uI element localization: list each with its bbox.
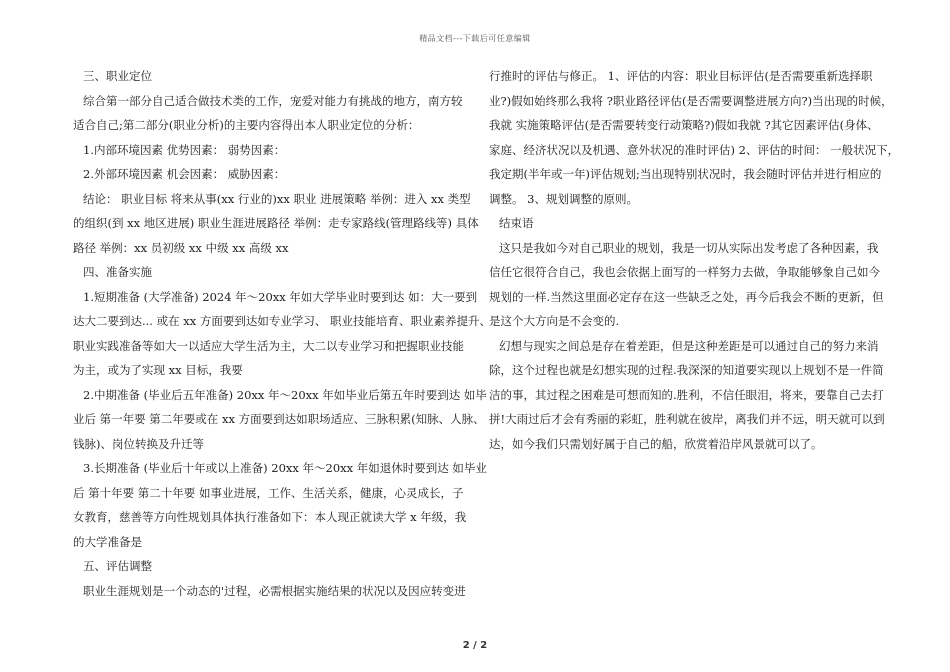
text-line: 3.长期准备 (毕业后十年或以上准备) 20xx 年～20xx 年如退休时要到达 如毕业 bbox=[83, 461, 487, 475]
text-line: 1.短期准备 (大学准备) 2024 年～20xx 年如大学毕业时要到达 如：大一要到 bbox=[83, 289, 478, 304]
text-line: 职业生涯规划是一个动态的'过程，必需根据实施结果的状况以及因应转变进 bbox=[83, 583, 466, 598]
text-line: 我就 实施策略评估(是否需要转变行动策略?)假如我就 ?其它因素评估(身体、 bbox=[489, 118, 879, 132]
text-line: 幻想与现实之间总是存在着差距，但是这种差距是可以通过自己的努力来消 bbox=[499, 338, 879, 353]
text-line: 综合第一部分自己适合做技术类的工作，宠爱对能力有挑战的地方，南方较 bbox=[83, 93, 463, 108]
text-line: 钱脉)、岗位转换及升迁等 bbox=[73, 436, 204, 451]
text-line: 四、准备实施 bbox=[83, 265, 152, 279]
text-line: 2.中期准备 (毕业后五年准备) 20xx 年～20xx 年如毕业后第五年时要到达 如毕 bbox=[83, 387, 487, 402]
text-line: 为主，或为了实现 xx 目标，我要 bbox=[73, 363, 243, 377]
text-line: 适合自己;第二部分(职业分析)的主要内容得出本人职业定位的分析： bbox=[73, 118, 420, 132]
text-line: 的大学准备是 bbox=[73, 534, 142, 549]
page-header-note: 精品文档---下载后可任意编辑 bbox=[419, 34, 531, 43]
text-line: 的组织(到 xx 地区进展) 职业生涯进展路径 举例：走专家路线(管理路线等) 具体 bbox=[73, 216, 479, 230]
text-line: 达，如今我们只需划好属于自己的船，欣赏着沿岸风景就可以了。 bbox=[489, 436, 823, 451]
text-line: 2.外部环境因素 机会因素： 威胁因素： bbox=[83, 167, 286, 181]
text-line: 业?)假如始终那么我将 ?职业路径评估(是否需要调整进展方向?)当出现的时候， bbox=[489, 93, 893, 108]
text-line: 三、职业定位 bbox=[83, 69, 152, 83]
text-line: 洁的事，其过程之困难是可想而知的.胜利，不信任眼泪，将来，要靠自己去打 bbox=[489, 387, 884, 402]
text-line: 规划的一样.当然这里面必定存在这一些缺乏之处，再今后我会不断的更新，但 bbox=[489, 289, 884, 304]
text-line: 家庭、经济状况以及机遇、意外状况的准时评估) 2、评估的时间： 一般状况下， bbox=[489, 142, 900, 157]
text-line: 结束语 bbox=[499, 216, 534, 230]
text-line: 后 第十年要 第二十年要 如事业进展，工作、生活关系，健康，心灵成长，子 bbox=[73, 485, 464, 500]
text-line: 路径 举例：xx 员初级 xx 中级 xx 高级 xx bbox=[73, 240, 289, 255]
text-line: 女教育，慈善等方向性规划具体执行准备如下：本人现正就读大学 x 年级，我 bbox=[73, 510, 467, 524]
text-line: 五、评估调整 bbox=[83, 559, 152, 573]
text-line: 业后 第一年要 第二年要或在 xx 方面要到达如职场适应、三脉积累(知脉、人脉、 bbox=[73, 412, 485, 426]
text-line: 行推时的评估与修正。 1、评估的内容：职业目标评估(是否需要重新选择职 bbox=[489, 69, 873, 83]
page-number: 2 / 2 bbox=[462, 640, 488, 651]
text-line: 调整。 3、规划调整的原则。 bbox=[489, 191, 638, 206]
text-line: 拼!大雨过后才会有秀丽的彩虹，胜利就在彼岸，离我们并不远，明天就可以到 bbox=[489, 412, 885, 426]
text-line: 信任它很符合自己，我也会依据上面写的一样努力去做，争取能够象自己如今 bbox=[489, 265, 880, 279]
text-line: 结论： 职业目标 将来从事(xx 行业的)xx 职业 进展策略 举例：进入 xx 类型 bbox=[83, 191, 471, 206]
text-line: 达大二要到达... 或在 xx 方面要到达如专业学习、 职业技能培育、职业素养提升、 bbox=[73, 314, 492, 328]
text-line: 这只是我如今对自己职业的规划，我是一切从实际出发考虑了各种因素，我 bbox=[499, 240, 879, 255]
right-text-column bbox=[489, 64, 900, 456]
text-line: 是这个大方向是不会变的. bbox=[489, 314, 620, 328]
text-line: 我定期(半年或一年)评估规划;当出现特别状况时，我会随时评估并进行相应的 bbox=[489, 167, 882, 181]
text-line: 除，这个过程也就是幻想实现的过程.我深深的知道要实现以上规划不是一件简 bbox=[489, 363, 884, 377]
left-text-column bbox=[73, 64, 492, 603]
text-line: 职业实践准备等如大一以适应大学生活为主，大二以专业学习和把握职业技能 bbox=[73, 338, 464, 353]
text-line: 1.内部环境因素 优势因素： 弱势因素： bbox=[83, 142, 286, 157]
